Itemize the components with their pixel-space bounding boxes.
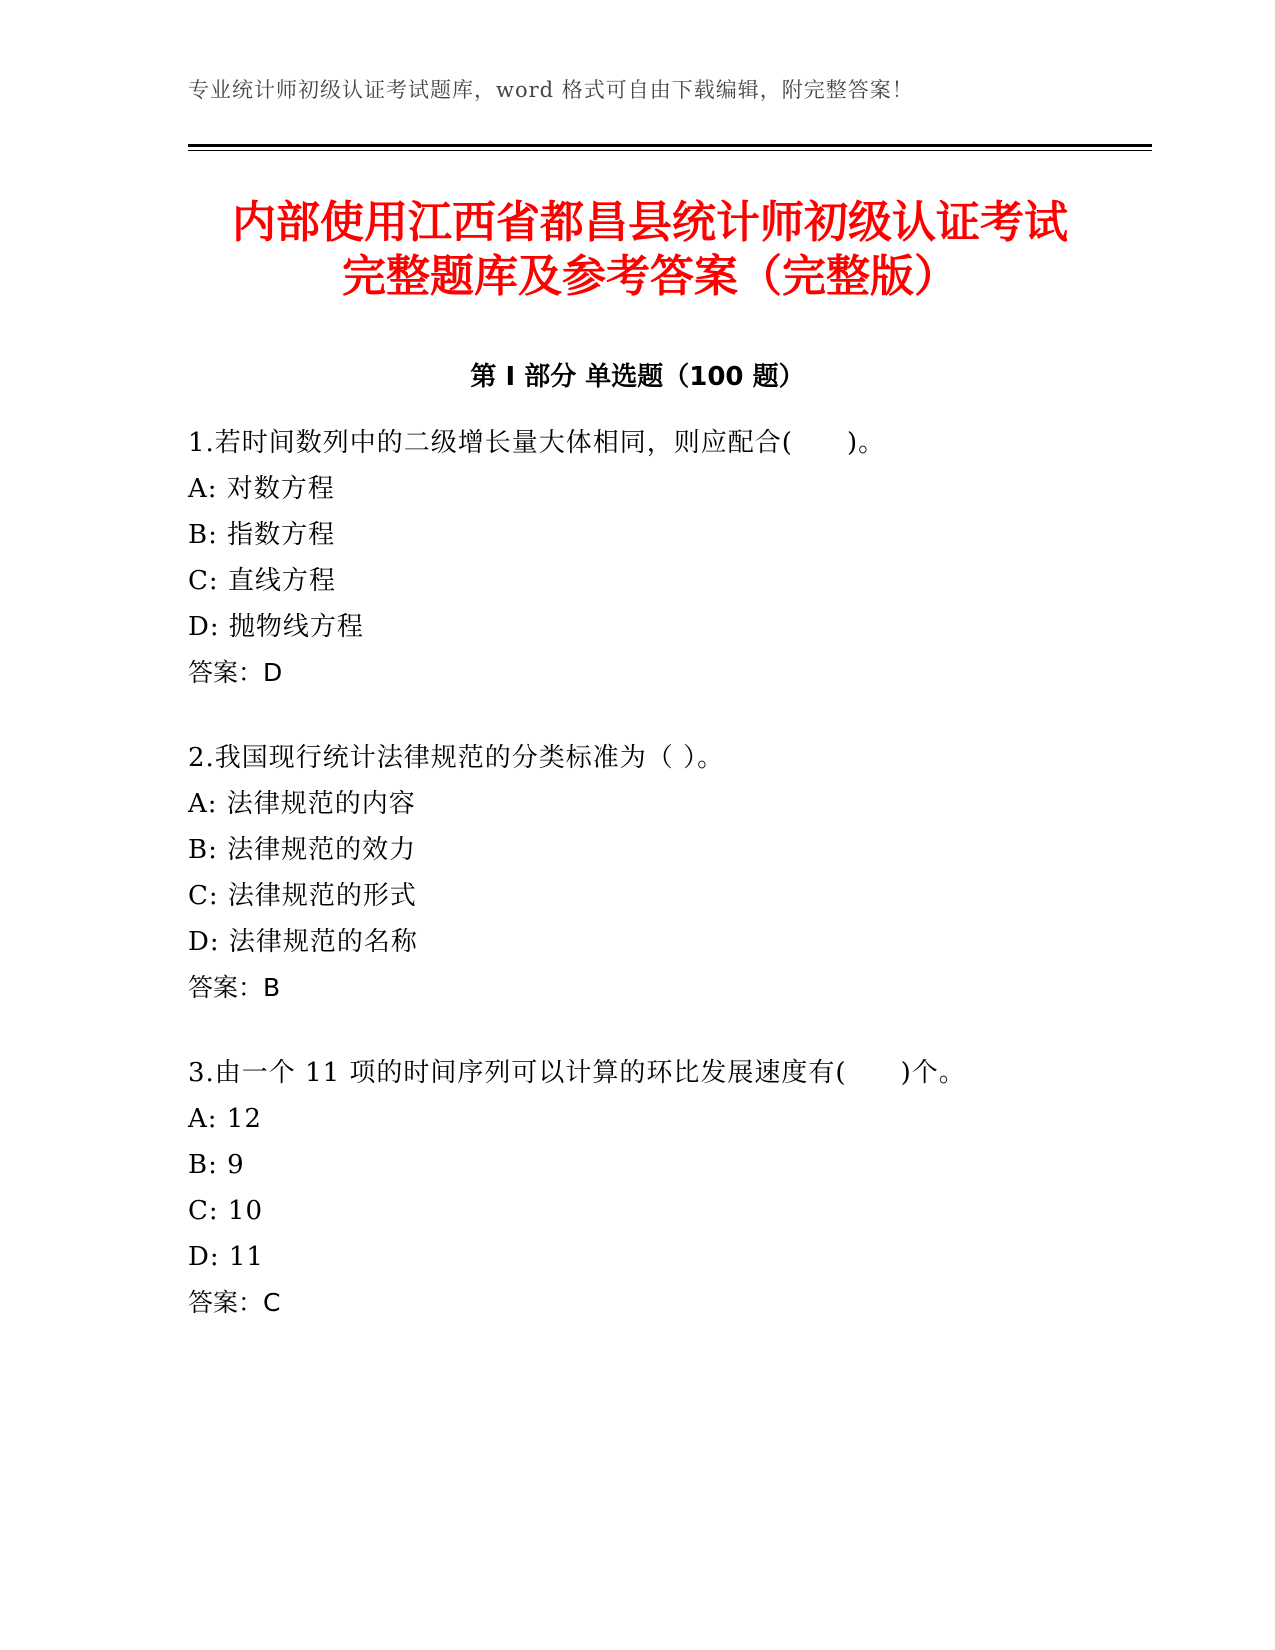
- question-3: [188, 1050, 1168, 1326]
- option-b: B: 法律规范的效力: [188, 835, 417, 865]
- option-a: A: 法律规范的内容: [188, 789, 416, 819]
- header-rule-thin: [188, 150, 1152, 151]
- option-a: A: 对数方程: [188, 474, 335, 504]
- option-b: B: 9: [188, 1150, 245, 1180]
- question-stem: 3.由一个 11 项的时间序列可以计算的环比发展速度有( )个。: [188, 1058, 966, 1088]
- answer: 答案：B: [188, 973, 281, 1002]
- question-stem: 1.若时间数列中的二级增长量大体相同，则应配合( )。: [188, 428, 886, 458]
- document-title-line-1: 内部使用江西省都昌县统计师初级认证考试: [232, 197, 1068, 248]
- answer: 答案：C: [188, 1288, 281, 1317]
- question-2: [188, 735, 1168, 1011]
- answer: 答案：D: [188, 658, 283, 687]
- option-c: C: 法律规范的形式: [188, 881, 417, 911]
- option-b: B: 指数方程: [188, 520, 336, 550]
- question-1: [188, 420, 1168, 696]
- option-a: A: 12: [188, 1104, 262, 1134]
- option-d: D: 法律规范的名称: [188, 927, 418, 957]
- option-c: C: 10: [188, 1196, 264, 1226]
- section-title: 第 I 部分 单选题（100 题）: [470, 362, 805, 392]
- option-d: D: 抛物线方程: [188, 612, 364, 642]
- option-d: D: 11: [188, 1242, 264, 1272]
- header-note: 专业统计师初级认证考试题库，word 格式可自由下载编辑，附完整答案！: [188, 78, 914, 102]
- header-rule-thick: [188, 144, 1152, 147]
- question-stem: 2.我国现行统计法律规范的分类标准为（ ）。: [188, 743, 725, 773]
- document-title-line-2: 完整题库及参考答案（完整版）: [342, 251, 958, 302]
- document-title: [150, 196, 1150, 304]
- option-c: C: 直线方程: [188, 566, 336, 596]
